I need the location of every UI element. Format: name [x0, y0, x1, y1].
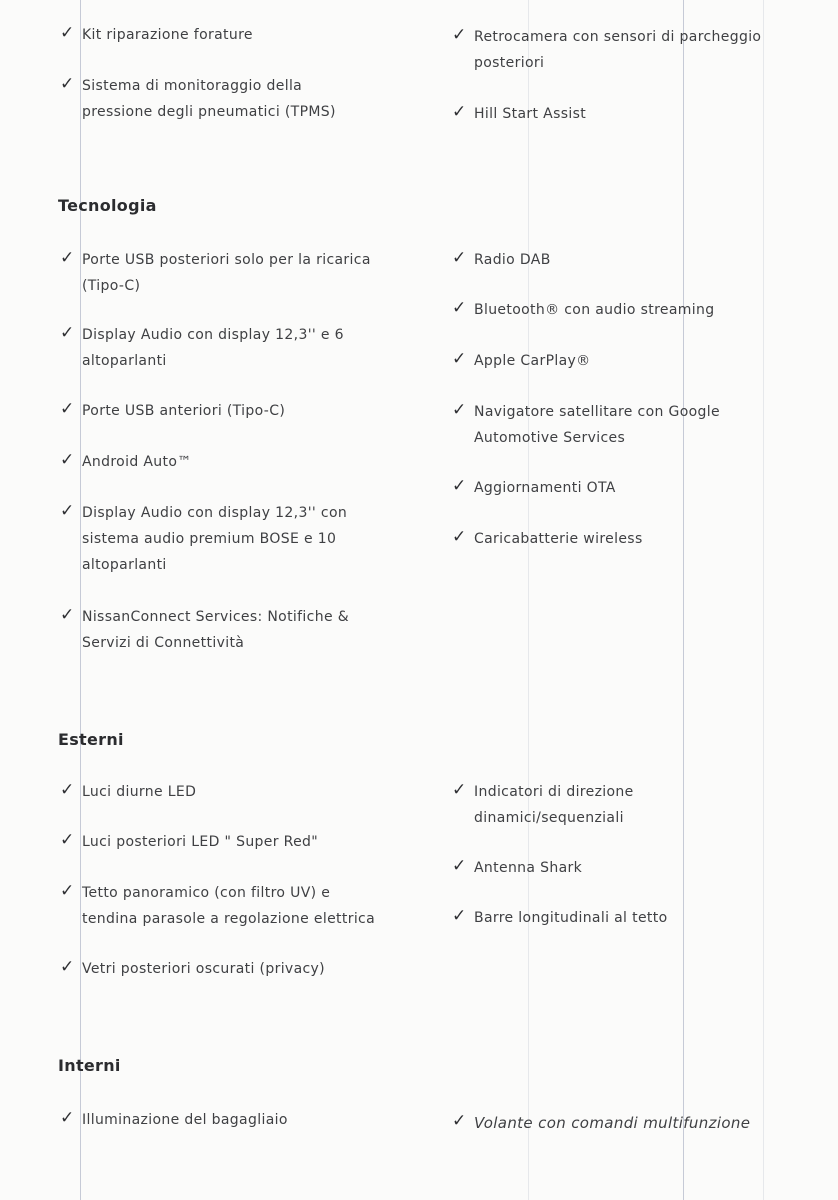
feature-item [452, 475, 616, 501]
feature-item [60, 398, 285, 424]
feature-item [452, 1110, 750, 1136]
feature-item [60, 956, 325, 982]
feature-label-line: tendina parasole a regolazione elettrica [82, 911, 376, 927]
check-mark-icon: ✓ [60, 501, 75, 521]
vertical-rule [763, 0, 764, 1200]
check-mark-icon: ✓ [452, 780, 467, 800]
feature-item [60, 322, 344, 374]
check-mark-icon: ✓ [452, 298, 467, 318]
feature-item [452, 779, 634, 831]
check-mark-icon: ✓ [60, 1108, 75, 1128]
feature-item [60, 22, 253, 48]
section-title: Esterni [58, 730, 124, 749]
check-mark-icon: ✓ [60, 23, 75, 43]
feature-label-line: Display Audio con display 12,3'' e 6 [82, 327, 344, 343]
feature-label [82, 604, 349, 656]
feature-item [452, 399, 720, 451]
feature-label-line: Kit riparazione forature [82, 27, 253, 43]
feature-item [452, 526, 643, 552]
feature-label-line: Hill Start Assist [474, 106, 587, 122]
vertical-rule [80, 0, 81, 1200]
feature-label [474, 247, 551, 273]
feature-label-line: Retrocamera con sensori di parcheggio [474, 29, 762, 45]
vertical-rule [528, 0, 529, 1200]
check-mark-icon: ✓ [452, 102, 467, 122]
feature-label [474, 1110, 750, 1136]
check-mark-icon: ✓ [60, 450, 75, 470]
check-mark-icon: ✓ [60, 780, 75, 800]
vertical-rule [683, 0, 684, 1200]
feature-label-line: Automotive Services [474, 430, 626, 446]
feature-item [60, 880, 375, 932]
feature-label-line: Display Audio con display 12,3'' con [82, 505, 348, 521]
feature-label [82, 22, 253, 48]
feature-label-line: Luci diurne LED [82, 784, 197, 800]
feature-label-line: Luci posteriori LED " Super Red" [82, 834, 319, 850]
feature-item [452, 101, 586, 127]
feature-item [60, 779, 196, 805]
feature-label [82, 500, 347, 578]
feature-label-line: Caricabatterie wireless [474, 531, 643, 547]
feature-label-line: posteriori [474, 55, 545, 71]
feature-label [474, 526, 643, 552]
feature-item [452, 855, 582, 881]
feature-label-line: Porte USB posteriori solo per la ricarica [82, 252, 371, 268]
feature-label-line: Servizi di Connettività [82, 635, 245, 651]
feature-label-line: Bluetooth® con audio streaming [474, 302, 715, 318]
feature-item [60, 829, 318, 855]
feature-item [452, 905, 668, 931]
check-mark-icon: ✓ [60, 957, 75, 977]
feature-label-line: Navigatore satellitare con Google [474, 404, 720, 420]
feature-label [474, 297, 714, 323]
check-mark-icon: ✓ [60, 830, 75, 850]
feature-item [452, 24, 761, 76]
feature-label [82, 829, 318, 855]
check-mark-icon: ✓ [452, 25, 467, 45]
feature-label [82, 247, 371, 299]
feature-label [474, 475, 616, 501]
check-mark-icon: ✓ [60, 399, 75, 419]
feature-label-line: altoparlanti [82, 353, 167, 369]
feature-label-line: Porte USB anteriori (Tipo-C) [82, 403, 286, 419]
feature-label-line: Antenna Shark [474, 860, 583, 876]
section-title: Interni [58, 1056, 121, 1075]
feature-item [60, 1107, 288, 1133]
feature-label [82, 73, 336, 125]
feature-label-line: dinamici/sequenziali [474, 810, 624, 826]
feature-label-line: Volante con comandi multifunzione [474, 1114, 751, 1132]
feature-label [82, 449, 192, 475]
feature-item [452, 247, 551, 273]
feature-label-line: altoparlanti [82, 557, 167, 573]
check-mark-icon: ✓ [452, 1111, 467, 1131]
section-title: Tecnologia [58, 196, 157, 215]
check-mark-icon: ✓ [452, 476, 467, 496]
feature-label [474, 779, 634, 831]
feature-label [474, 348, 591, 374]
feature-label-line: Tetto panoramico (con filtro UV) e [82, 885, 331, 901]
feature-label [82, 322, 344, 374]
check-mark-icon: ✓ [452, 527, 467, 547]
feature-label [82, 1107, 288, 1133]
feature-label [82, 880, 375, 932]
feature-label-line: sistema audio premium BOSE e 10 [82, 531, 337, 547]
feature-label-line: Aggiornamenti OTA [474, 480, 616, 496]
feature-label [82, 779, 196, 805]
feature-label-line: Indicatori di direzione [474, 784, 634, 800]
check-mark-icon: ✓ [452, 349, 467, 369]
check-mark-icon: ✓ [452, 400, 467, 420]
feature-label [82, 398, 285, 424]
feature-label-line: Android Auto™ [82, 454, 192, 470]
feature-label [82, 956, 325, 982]
feature-item [452, 348, 591, 374]
feature-label-line: Barre longitudinali al tetto [474, 910, 668, 926]
feature-label-line: pressione degli pneumatici (TPMS) [82, 104, 336, 120]
feature-label [474, 101, 586, 127]
check-mark-icon: ✓ [60, 605, 75, 625]
feature-label-line: Apple CarPlay® [474, 353, 591, 369]
feature-label-line: Radio DAB [474, 252, 551, 268]
check-mark-icon: ✓ [452, 248, 467, 268]
feature-label-line: Sistema di monitoraggio della [82, 78, 303, 94]
feature-label [474, 855, 582, 881]
check-mark-icon: ✓ [60, 74, 75, 94]
check-mark-icon: ✓ [60, 881, 75, 901]
feature-item [60, 604, 349, 656]
feature-label [474, 399, 720, 451]
feature-item [60, 73, 336, 125]
feature-item [60, 247, 371, 299]
feature-label-line: Vetri posteriori oscurati (privacy) [82, 961, 325, 977]
feature-label-line: Illuminazione del bagagliaio [82, 1112, 288, 1128]
feature-label-line: (Tipo-C) [82, 278, 141, 294]
check-mark-icon: ✓ [60, 323, 75, 343]
feature-label-line: NissanConnect Services: Notifiche & [82, 609, 349, 625]
check-mark-icon: ✓ [452, 906, 467, 926]
check-mark-icon: ✓ [60, 248, 75, 268]
feature-item [452, 297, 714, 323]
feature-item [60, 449, 192, 475]
feature-label [474, 24, 761, 76]
feature-label [474, 905, 668, 931]
check-mark-icon: ✓ [452, 856, 467, 876]
feature-item [60, 500, 347, 578]
